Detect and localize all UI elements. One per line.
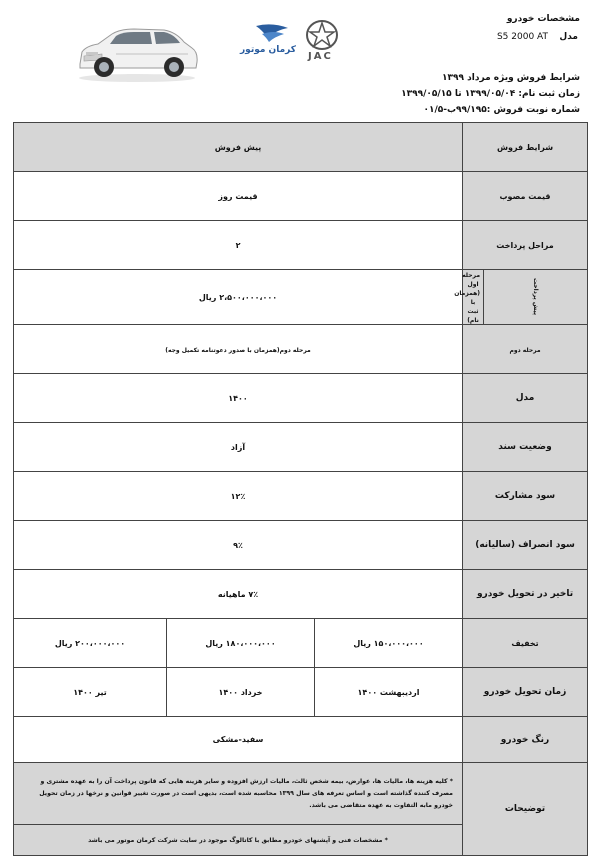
label-car-color: رنگ خودرو <box>463 717 588 763</box>
value-payment-stages: ۲ <box>14 221 463 270</box>
row-delivery-time <box>14 668 588 717</box>
value-delivery-time-3: تیر ۱۴۰۰ <box>14 668 167 717</box>
value-discount-2: ۱۸۰،۰۰۰،۰۰۰ ریال <box>167 619 315 668</box>
page-header <box>0 0 600 122</box>
row-participation-profit <box>14 472 588 521</box>
label-stage-two-text: مرحله دوم <box>509 346 541 354</box>
sales-round: شماره نوبت فروش :۹۹/۱۹۵ب-۰۱/۵ <box>423 105 580 115</box>
label-delivery-delay: تاخیر در تحویل خودرو <box>463 570 588 619</box>
value-cancellation-profit: ۹٪ <box>14 521 463 570</box>
value-stage-one: ۲،۵۰۰،۰۰۰،۰۰۰ ریال <box>14 270 463 325</box>
sales-terms-table <box>13 122 588 856</box>
row-model <box>14 374 588 423</box>
label-document-status: وضعیت سند <box>463 423 588 472</box>
label-model: مدل <box>463 374 588 423</box>
row-document-status <box>14 423 588 472</box>
value-discount-3: ۲۰۰،۰۰۰،۰۰۰ ریال <box>14 619 167 668</box>
value-stage-two <box>14 325 463 374</box>
specs-title: مشخصات خودرو <box>506 14 580 24</box>
prepayment-group-label <box>484 270 588 325</box>
notes-paragraph-1: * کلیه هزینه ها، مالیات ها، عوارض، بیمه شخص ثالث، مالیات ارزش افزوده و سایر هزینه هایی که قانون پرداخت آن را به عهده مشتری و مصرف کننده گذاشته است و اساس تعرفه های سال ۱۳۹۹ محاسبه شده است، بدیهی است در صورت تغییر قوانین و نرخها در زمان تحویل خودرو مابه التفاوت به عهده متقاضی می باشد. <box>39 777 454 809</box>
row-car-color <box>14 717 588 763</box>
value-sale-terms: پیش فروش <box>14 123 463 172</box>
row-notes-1 <box>14 763 588 825</box>
row-payment-stages <box>14 221 588 270</box>
car-image <box>72 14 202 84</box>
row-approved-price <box>14 172 588 221</box>
prepayment-group-text: پیش پرداخت <box>532 278 540 316</box>
value-delivery-delay: ۷٪ ماهیانه <box>14 570 463 619</box>
value-discount-1: ۱۵۰،۰۰۰،۰۰۰ ریال <box>315 619 463 668</box>
jac-star-icon <box>300 18 344 52</box>
row-delivery-delay <box>14 570 588 619</box>
row-stage-two <box>14 325 588 374</box>
label-stage-one <box>454 270 484 325</box>
jac-logo <box>300 18 344 64</box>
value-delivery-time-1: اردیبهشت ۱۴۰۰ <box>315 668 463 717</box>
label-delivery-time: زمان تحویل خودرو <box>463 668 588 717</box>
value-delivery-time-2: خرداد ۱۴۰۰ <box>167 668 315 717</box>
label-stage-two <box>463 325 588 374</box>
label-participation-profit: سود مشارکت <box>463 472 588 521</box>
jac-wordmark: JAC <box>308 51 333 62</box>
label-discount: تخفیف <box>463 619 588 668</box>
model-label: مدل <box>559 32 578 42</box>
label-approved-price: قیمت مصوب <box>463 172 588 221</box>
kerman-motor-wordmark: کرمان موتور <box>240 45 297 55</box>
label-stage-one-text: مرحله اول (همزمان با ثبت نام) <box>454 272 481 324</box>
label-sale-terms: شرایط فروش <box>463 123 588 172</box>
row-discount <box>14 619 588 668</box>
value-document-status: آزاد <box>14 423 463 472</box>
notes-paragraph-2: * مشخصات فنی و آپشنهای خودرو مطابق با کاتالوگ موجود در سایت شرکت کرمان موتور می باشد <box>88 836 388 844</box>
value-participation-profit: ۱۲٪ <box>14 472 463 521</box>
label-cancellation-profit: سود انصراف (سالیانه) <box>463 521 588 570</box>
value-stage-two-text: مرحله دوم(همزمان با صدور دعوتنامه تکمیل وجه) <box>165 346 311 354</box>
row-cancellation-profit <box>14 521 588 570</box>
label-notes: توضیحات <box>463 763 588 856</box>
value-car-color: سفید-مشکی <box>14 717 463 763</box>
value-approved-price: قیمت روز <box>14 172 463 221</box>
registration-period: زمان ثبت نام: ۱۳۹۹/۰۵/۰۴ تا ۱۳۹۹/۰۵/۱۵ <box>401 89 580 99</box>
row-stage-one <box>14 270 588 325</box>
model-value: S5 2000 AT <box>496 32 548 42</box>
conditions-title: شرایط فروش ویژه مرداد ۱۳۹۹ <box>442 73 580 83</box>
row-sale-terms <box>14 123 588 172</box>
notes-text-2 <box>14 825 463 856</box>
notes-text-1 <box>14 763 463 825</box>
kerman-motor-logo <box>238 20 298 60</box>
value-model: ۱۴۰۰ <box>14 374 463 423</box>
label-payment-stages: مراحل پرداخت <box>463 221 588 270</box>
